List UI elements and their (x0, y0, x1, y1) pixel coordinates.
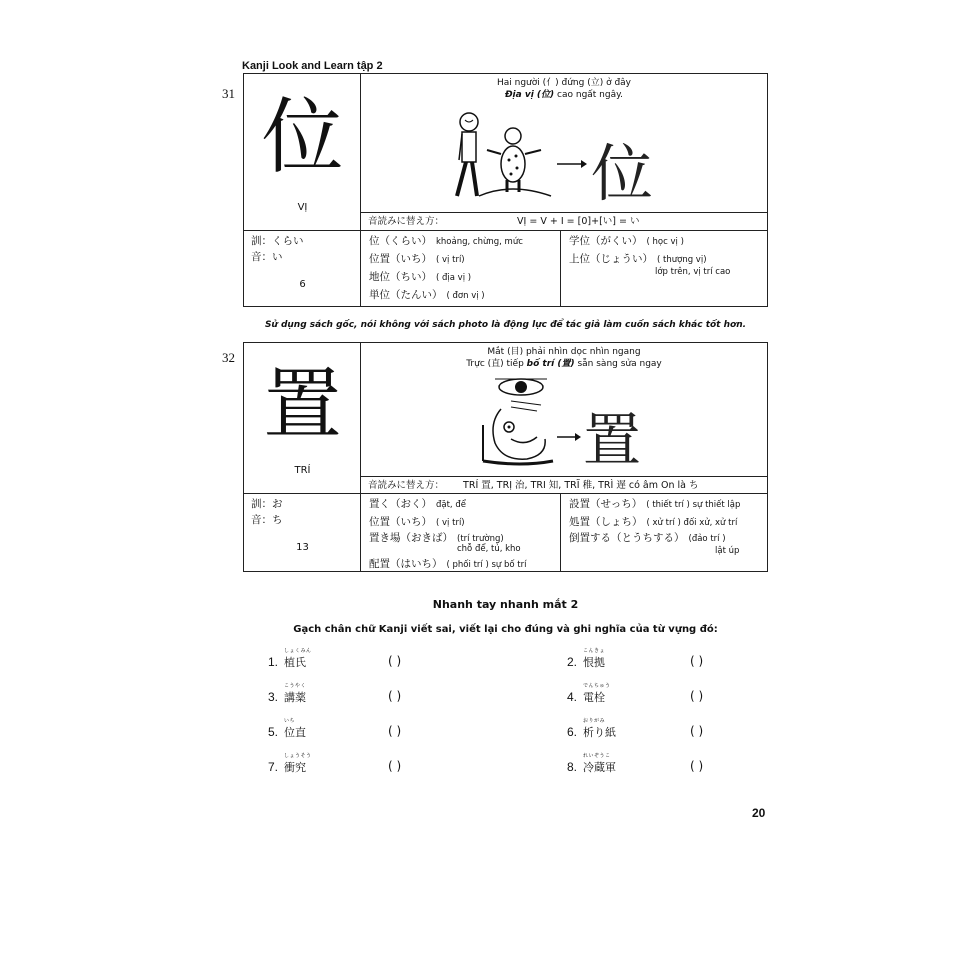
exercise-item: 4. でんちゅう 電栓 (567, 683, 611, 704)
vocab-item: 置き場（おきば） (trí trường) (369, 532, 504, 544)
kanji-character: 置 (263, 360, 342, 450)
readings-cell (244, 231, 361, 306)
book-header: Kanji Look and Learn tập 2 (242, 60, 383, 72)
footer-note: Sử dụng sách gốc, nói không với sách photo là động lực để tác giả làm cuốn sách khác tốt hơn. (264, 320, 747, 330)
on-reading: 音：ち (251, 514, 283, 526)
answer-blank[interactable]: ( ) (690, 759, 704, 773)
vocab-item: lật úp (715, 546, 740, 556)
caption-rest: cao ngất ngây. (554, 90, 624, 100)
vocab-item: lớp trên, vị trí cao (655, 267, 731, 277)
answer-blank[interactable]: ( ) (388, 724, 402, 738)
kanji-cell (244, 74, 361, 231)
illustration-result-kanji: 位 (591, 137, 654, 210)
on-reading: 音：い (251, 251, 283, 263)
stroke-count: 6 (299, 279, 306, 290)
answer-blank[interactable]: ( ) (388, 759, 402, 773)
stroke-count: 13 (296, 542, 309, 553)
vocab-item: 上位（じょうい） ( thượng vị) (569, 253, 707, 265)
exercise-item: 6. おりがみ 析り紙 (567, 718, 617, 739)
card-lower (244, 230, 767, 306)
kanji-meaning: TRÍ (294, 465, 311, 476)
on-rule-label: 音読みに替え方： (368, 480, 445, 491)
card-number: 32 (222, 350, 235, 365)
card-lower (244, 493, 767, 571)
kanji-character: 位 (261, 90, 344, 185)
on-reading-rule-row (361, 212, 767, 231)
kanji-cell (244, 343, 361, 494)
caption-line-2: Trực (直) tiếp bố trí (置) sẵn sàng sửa ngay (466, 359, 662, 369)
exercise-instruction: Gạch chân chữ Kanji viết sai, viết lại cho đúng và ghi nghĩa của từ vựng đó: (293, 624, 718, 635)
people-drawing (361, 74, 769, 212)
kanji-card-32 (243, 342, 768, 572)
exercise-item: 3. こうやく 講薬 (268, 683, 307, 704)
exercise-item: 7. しょうそう 衝究 (268, 753, 312, 774)
vocab-item: 単位（たんい） ( đơn vị ) (369, 289, 485, 301)
on-rule: TRÍ 置, TRỊ 治, TRI 知, TRĨ 稚, TRÌ 遅 có âm On là ち (463, 480, 699, 491)
answer-blank[interactable]: ( ) (388, 654, 402, 668)
mnemonic-illustration (361, 343, 767, 476)
illustration-result-kanji: 置 (583, 406, 642, 474)
exercise-item: 1. しょくみん 植氏 (268, 648, 312, 669)
vocab-item: 設置（せっち） ( thiết trí ) sự thiết lập (569, 498, 741, 510)
exercise-item: 8. れいぞうこ 冷蔵軍 (567, 753, 617, 774)
vocab-list-left (361, 494, 561, 571)
answer-blank[interactable]: ( ) (690, 654, 704, 668)
exercise-title: Nhanh tay nhanh mắt 2 (432, 598, 579, 611)
exercise-item: 5. いち 位直 (268, 718, 307, 739)
mnemonic-illustration (361, 74, 767, 212)
kun-reading: 訓：お (251, 498, 283, 510)
answer-blank[interactable]: ( ) (690, 724, 704, 738)
readings-cell (244, 494, 361, 571)
on-rule-label: 音読みに替え方： (368, 216, 445, 227)
card-number: 31 (222, 86, 235, 101)
answer-blank[interactable]: ( ) (690, 689, 704, 703)
kun-reading: 訓：くらい (251, 235, 304, 247)
vocab-item: 学位（がくい） ( học vị ) (569, 235, 684, 247)
kanji-card-31 (243, 73, 768, 307)
vocab-item: chỗ để, tủ, kho (457, 544, 521, 554)
vocab-item: 地位（ちい） ( địa vị ) (369, 271, 472, 283)
kanji-meaning: VỊ (297, 202, 308, 213)
vocab-list-left (361, 231, 561, 306)
exercise-item: 2. こんきょ 恨拠 (567, 648, 606, 669)
vocab-item: 位置（いち） ( vị trí) (369, 516, 465, 528)
page-number: 20 (752, 806, 766, 820)
answer-blank[interactable]: ( ) (388, 689, 402, 703)
vocab-item: 処置（しょち） ( xử trí ) đối xử, xử trí (569, 516, 738, 528)
vocab-item: 置く（おく） đặt, để (369, 498, 466, 510)
caption-line-1: Mắt (目) phải nhìn dọc nhìn ngang (487, 347, 641, 357)
vocab-list-right (561, 494, 767, 571)
caption-bold: Địa vị (位) (504, 90, 555, 100)
vocab-item: 倒置する（とうちする） (đảo trí ) (569, 532, 726, 544)
on-reading-rule-row (361, 476, 767, 494)
vocab-item: 位（くらい） khoảng, chừng, mức (369, 235, 523, 247)
vocab-item: 配置（はいち） ( phối trí ) sự bố trí (369, 558, 527, 570)
vocab-list-right (561, 231, 767, 306)
eye-face-drawing (361, 343, 769, 476)
vocab-item: 位置（いち） ( vị trí) (369, 253, 465, 265)
on-rule: VỊ = V + I = [0]+[い] = い (517, 216, 640, 227)
caption-line-1: Hai người (亻) đứng (立) ở đây (496, 78, 632, 88)
